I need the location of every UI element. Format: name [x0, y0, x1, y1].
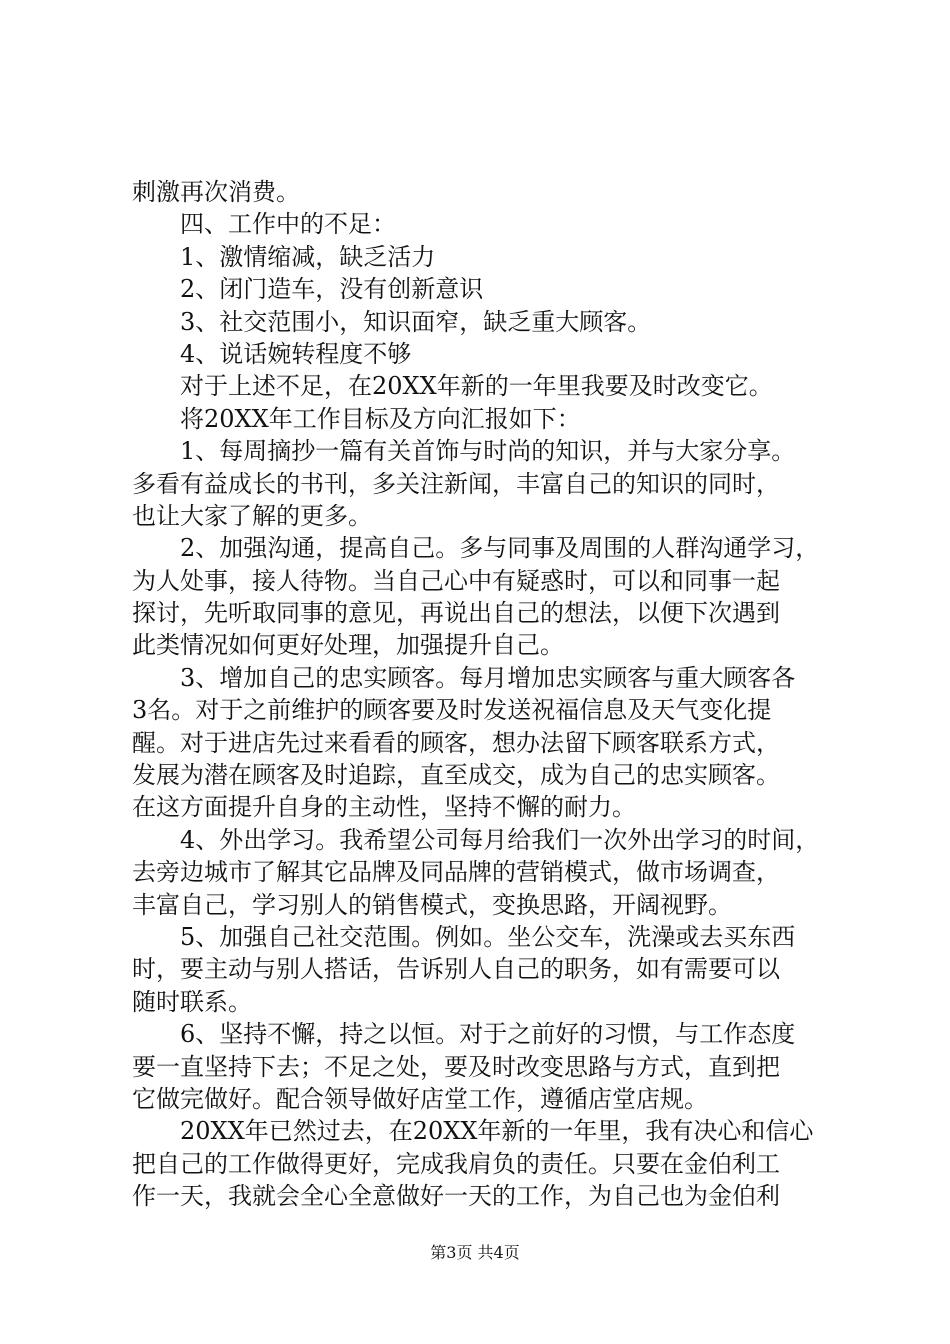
text-line: 20XX年已然过去，在20XX年新的一年里，我有决心和信心 — [180, 1117, 814, 1146]
text-line: 醒。对于进店先过来看看的顾客，想办法留下顾客联系方式， — [132, 728, 780, 757]
text-line: 1、激情缩减，缺乏活力 — [180, 242, 436, 271]
text-line: 对于上述不足，在20XX年新的一年里我要及时改变它。 — [180, 372, 773, 401]
text-line: 多看有益成长的书刊，多关注新闻，丰富自己的知识的同时， — [132, 469, 780, 498]
text-line: 为人处事，接人待物。当自己心中有疑惑时，可以和同事一起 — [132, 566, 780, 595]
text-line: 作一天，我就会全心全意做好一天的工作，为自己也为金伯利 — [132, 1182, 780, 1211]
text-line: 刺激再次消费。 — [132, 178, 300, 206]
text-line: 丰富自己，学习别人的销售模式，变换思路，开阔视野。 — [132, 890, 732, 919]
text-line: 随时联系。 — [132, 987, 252, 1016]
text-line: 2、闭门造车，没有创新意识 — [180, 275, 484, 304]
text-line: 此类情况如何更好处理，加强提升自己。 — [132, 631, 564, 660]
text-line: 1、每周摘抄一篇有关首饰与时尚的知识，并与大家分享。 — [180, 437, 796, 466]
page-footer: 第3页 共4页 — [430, 1243, 520, 1262]
text-line: 2、加强沟通，提高自己。多与同事及周围的人群沟通学习， — [180, 534, 820, 563]
text-line: 发展为潜在顾客及时追踪，直至成交，成为自己的忠实顾客。 — [132, 761, 780, 790]
text-line: 5、加强自己社交范围。例如。坐公交车，洗澡或去买东西 — [180, 922, 796, 951]
text-line: 把自己的工作做得更好，完成我肩负的责任。只要在金伯利工 — [132, 1149, 780, 1178]
text-line: 也让大家了解的更多。 — [132, 501, 372, 530]
text-line: 它做完做好。配合领导做好店堂工作，遵循店堂店规。 — [132, 1084, 708, 1113]
document-body — [132, 176, 832, 1213]
text-line: 3、增加自己的忠实顾客。每月增加忠实顾客与重大顾客各 — [180, 663, 796, 692]
text-line: 4、外出学习。我希望公司每月给我们一次外出学习的时间， — [180, 825, 820, 854]
text-line: 在这方面提升自身的主动性，坚持不懈的耐力。 — [132, 793, 636, 822]
text-line: 3、社交范围小，知识面窄，缺乏重大顾客。 — [180, 307, 652, 336]
text-line: 四、工作中的不足： — [180, 210, 396, 239]
text-line: 4、说话婉转程度不够 — [180, 339, 412, 368]
text-line: 时，要主动与别人搭话，告诉别人自己的职务，如有需要可以 — [132, 955, 780, 984]
text-line: 将20XX年工作目标及方向汇报如下： — [180, 404, 581, 433]
text-line: 去旁边城市了解其它品牌及同品牌的营销模式，做市场调查， — [132, 858, 780, 887]
text-line: 探讨，先听取同事的意见，再说出自己的想法，以便下次遇到 — [132, 599, 780, 628]
text-line: 要一直坚持下去；不足之处，要及时改变思路与方式，直到把 — [132, 1052, 780, 1081]
text-line: 6、坚持不懈，持之以恒。对于之前好的习惯，与工作态度 — [180, 1020, 796, 1049]
text-line: 3名。对于之前维护的顾客要及时发送祝福信息及天气变化提 — [132, 696, 772, 725]
